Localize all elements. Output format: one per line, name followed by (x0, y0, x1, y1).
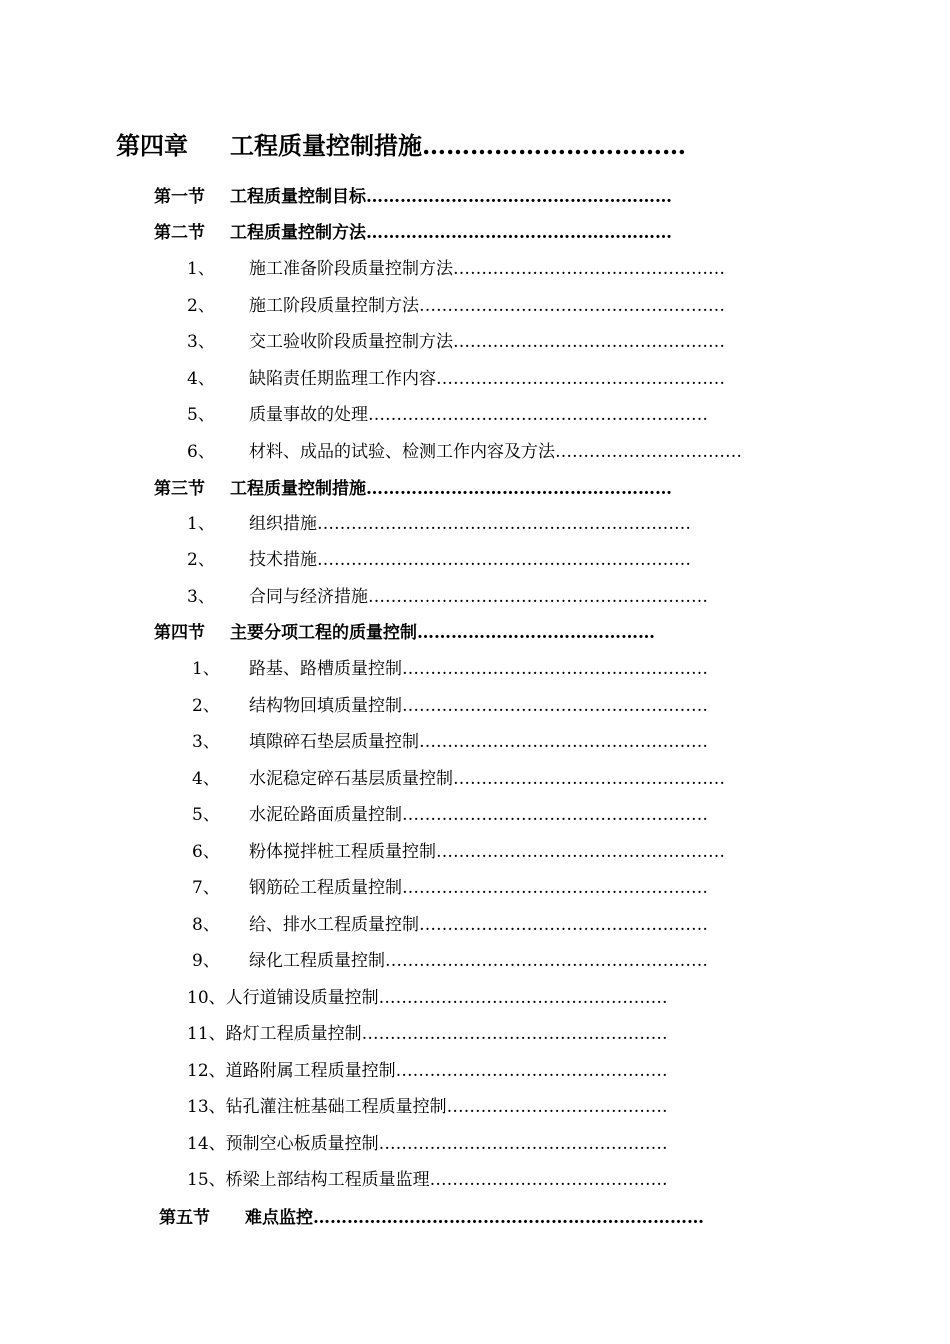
item-title: 路灯工程质量控制 (225, 1024, 362, 1044)
toc-item (192, 731, 747, 755)
leader-dots: ……………………………………………… (402, 696, 708, 716)
toc-item (192, 950, 747, 974)
leader-dots: ………………………………………………………… (317, 514, 691, 534)
toc-item (187, 331, 747, 355)
item-title: 粉体搅拌桩工程质量控制 (249, 842, 436, 862)
item-title: 预制空心板质量控制 (225, 1134, 379, 1154)
leader-dots: …………………………………………… (378, 1134, 668, 1154)
chapter-heading (116, 131, 736, 163)
leader-dots: …………………………………………… (436, 369, 725, 389)
item-title: 桥梁上部结构工程质量监理 (225, 1170, 430, 1190)
toc-item (187, 1023, 723, 1047)
leader-dots: ………………………………………… (453, 259, 725, 279)
item-number: 7、 (192, 878, 220, 898)
leader-dots: ……………………………………………… (361, 1024, 668, 1044)
item-number: 5、 (192, 805, 220, 825)
item-number: 1、 (187, 259, 215, 279)
item-number: 1、 (187, 514, 215, 534)
toc-item (192, 768, 747, 792)
section-title: 难点监控 (245, 1208, 313, 1228)
leader-dots: ………………………………………… (453, 769, 725, 789)
item-title: 交工验收阶段质量控制方法 (249, 332, 453, 352)
section-label: 第三节 (154, 479, 205, 499)
leader-dots: ……………………………………………… (419, 296, 725, 316)
item-number: 6、 (187, 442, 215, 462)
item-number: 2、 (192, 696, 220, 716)
item-number: 11、 (187, 1024, 226, 1044)
leader-dots: …………………………… (555, 442, 742, 462)
toc-item (192, 804, 747, 828)
leader-dots: ………………………………………… (395, 1061, 668, 1081)
toc-section-4 (154, 622, 710, 646)
item-number: 8、 (192, 915, 220, 935)
item-number: 5、 (187, 405, 215, 425)
item-title: 水泥砼路面质量控制 (249, 805, 402, 825)
item-title: 道路附属工程质量控制 (225, 1061, 396, 1081)
leader-dots: ……………………………………………… (366, 479, 672, 499)
toc-item (187, 513, 747, 537)
toc-item (187, 441, 747, 465)
item-number: 6、 (192, 842, 220, 862)
section-label: 第四节 (154, 623, 205, 643)
toc-section-5 (159, 1207, 723, 1231)
section-label: 第一节 (154, 187, 205, 207)
toc-section-2 (154, 222, 710, 246)
leader-dots: ………………………………………………………… (317, 550, 691, 570)
item-title: 施工准备阶段质量控制方法 (249, 259, 453, 279)
item-title: 缺陷责任期监理工作内容 (249, 369, 436, 389)
item-title: 合同与经济措施 (249, 587, 368, 607)
section-title: 工程质量控制目标 (230, 187, 366, 207)
toc-item (192, 877, 747, 901)
leader-dots: …………………………………… (417, 623, 655, 643)
item-title: 给、排水工程质量控制 (249, 915, 419, 935)
leader-dots: ……………………………………………… (366, 187, 672, 207)
leader-dots: …………………………………………………………… (313, 1208, 704, 1228)
leader-dots: ………………………………………………… (385, 951, 708, 971)
item-number: 3、 (187, 332, 215, 352)
item-title: 质量事故的处理 (249, 405, 368, 425)
item-number: 10、 (187, 988, 226, 1008)
leader-dots: …………………………………………… (436, 842, 725, 862)
toc-item (192, 914, 747, 938)
leader-dots: ……………………………………………… (402, 659, 708, 679)
toc-item (187, 368, 747, 392)
leader-dots: …………………………………………… (419, 915, 708, 935)
section-title: 工程质量控制方法 (230, 223, 366, 243)
section-title: 主要分项工程的质量控制 (230, 623, 417, 643)
toc-item (187, 404, 747, 428)
item-title: 材料、成品的试验、检测工作内容及方法 (249, 442, 555, 462)
item-title: 钻孔灌注桩基础工程质量控制 (225, 1097, 447, 1117)
item-number: 4、 (192, 769, 220, 789)
section-title: 工程质量控制措施 (230, 479, 366, 499)
item-number: 1、 (192, 659, 220, 679)
item-title: 技术措施 (249, 550, 317, 570)
item-title: 施工阶段质量控制方法 (249, 296, 419, 316)
item-title: 组织措施 (249, 514, 317, 534)
toc-item (187, 295, 747, 319)
toc-item (192, 695, 747, 719)
item-title: 绿化工程质量控制 (249, 951, 385, 971)
chapter-title: 工程质量控制措施 (230, 131, 422, 160)
chapter-leader-dots: …………………………… (422, 131, 686, 160)
leader-dots: ……………………………………………… (366, 223, 672, 243)
toc-item (187, 586, 747, 610)
item-number: 9、 (192, 951, 220, 971)
item-number: 13、 (187, 1097, 226, 1117)
item-title: 路基、路槽质量控制 (249, 659, 402, 679)
item-title: 水泥稳定碎石基层质量控制 (249, 769, 453, 789)
leader-dots: ……………………………………………… (402, 805, 708, 825)
toc-item (192, 658, 747, 682)
item-number: 2、 (187, 296, 215, 316)
item-title: 人行道铺设质量控制 (225, 988, 379, 1008)
toc-section-3 (154, 478, 710, 502)
leader-dots: ………………………………………… (453, 332, 725, 352)
toc-item (187, 1096, 723, 1120)
item-title: 结构物回填质量控制 (249, 696, 402, 716)
section-label: 第二节 (154, 223, 205, 243)
item-title: 填隙碎石垫层质量控制 (249, 732, 419, 752)
leader-dots: …………………………………………………… (368, 587, 708, 607)
item-title: 钢筋砼工程质量控制 (249, 878, 402, 898)
leader-dots: ……………………………………………… (402, 878, 708, 898)
leader-dots: ………………………………… (446, 1097, 668, 1117)
toc-section-1 (154, 186, 710, 210)
toc-item (187, 1133, 723, 1157)
toc-item (187, 1060, 723, 1084)
item-number: 15、 (187, 1170, 226, 1190)
toc-item (187, 258, 747, 282)
section-label: 第五节 (159, 1208, 210, 1228)
item-number: 12、 (187, 1061, 226, 1081)
leader-dots: …………………………………………… (378, 988, 668, 1008)
leader-dots: …………………………………………… (419, 732, 708, 752)
leader-dots: …………………………………………………… (368, 405, 708, 425)
item-number: 3、 (187, 587, 215, 607)
chapter-label: 第四章 (116, 131, 188, 160)
toc-item (192, 841, 747, 865)
item-number: 14、 (187, 1134, 226, 1154)
toc-item (187, 549, 747, 573)
toc-item (187, 987, 723, 1011)
item-number: 4、 (187, 369, 215, 389)
item-number: 3、 (192, 732, 220, 752)
leader-dots: …………………………………… (429, 1170, 668, 1190)
item-number: 2、 (187, 550, 215, 570)
toc-item (187, 1169, 723, 1193)
